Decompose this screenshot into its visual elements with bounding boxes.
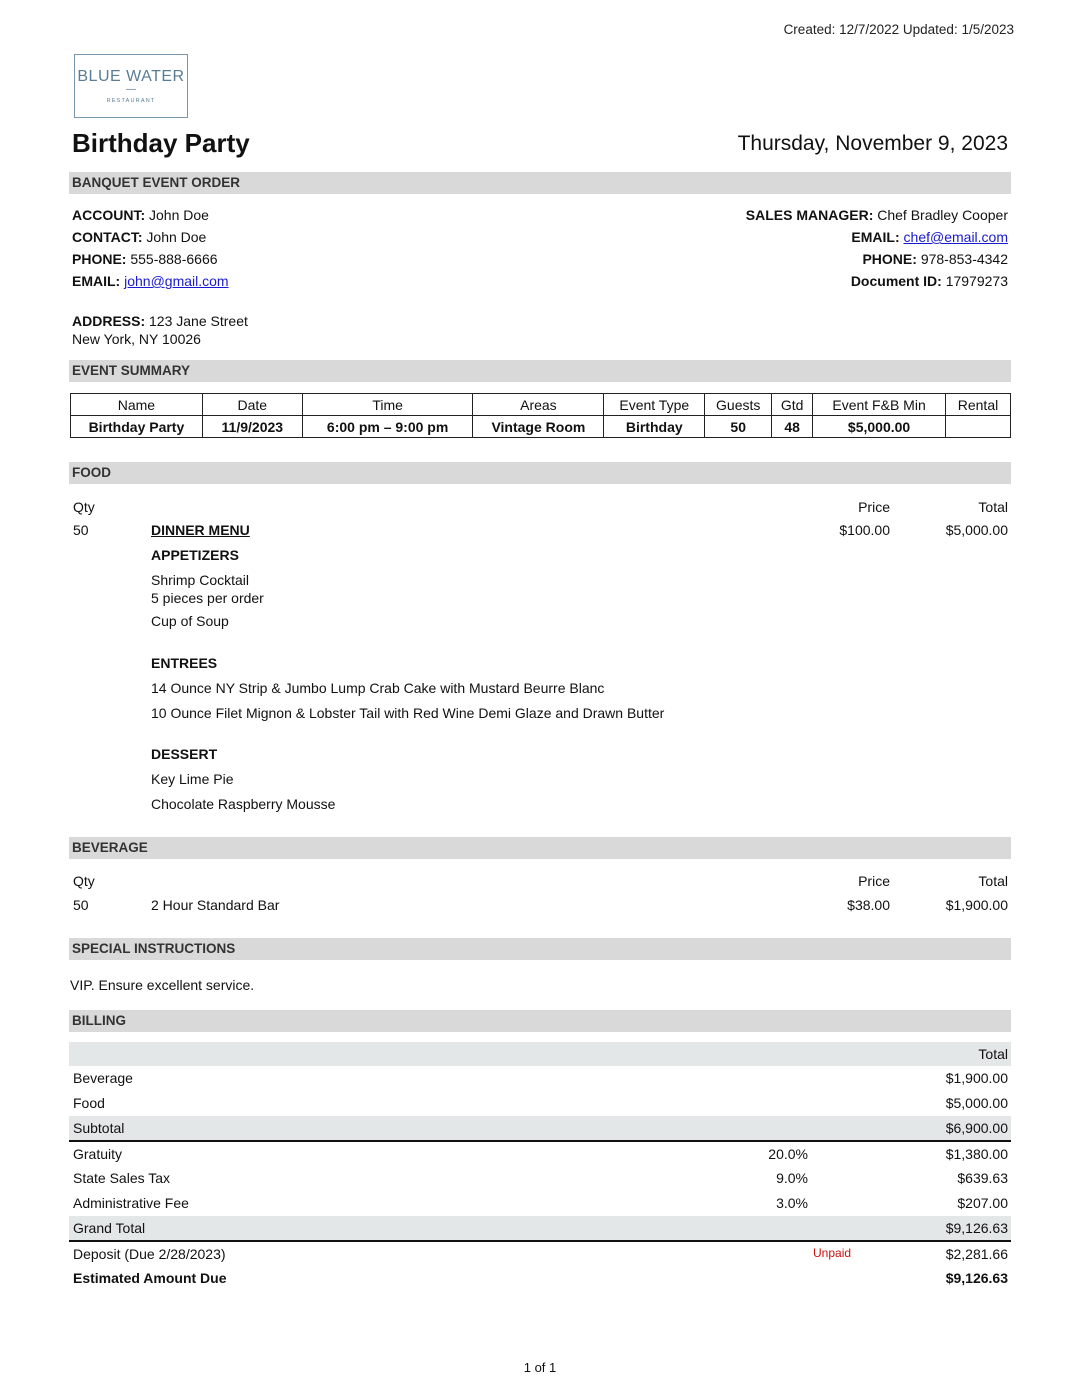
bev-item: 2 Hour Standard Bar xyxy=(151,897,280,913)
address-line2: New York, NY 10026 xyxy=(72,331,201,347)
bev-qty: 50 xyxy=(73,897,89,913)
client-email-link[interactable]: john@gmail.com xyxy=(124,273,229,289)
billing-admin-value: $207.00 xyxy=(957,1195,1008,1211)
billing-beverage-label: Beverage xyxy=(73,1070,133,1086)
section-special xyxy=(69,938,1011,960)
grand-total-row xyxy=(69,1216,1011,1240)
page-number: 1 of 1 xyxy=(523,1360,557,1375)
section-summary-title: EVENT SUMMARY xyxy=(72,363,191,378)
billing-admin-label: Administrative Fee xyxy=(73,1195,189,1211)
event-summary-table xyxy=(70,393,1011,438)
section-banquet-title: BANQUET EVENT ORDER xyxy=(72,175,241,190)
summary-cell: Vintage Room xyxy=(473,416,604,438)
menu-item: Shrimp Cocktail xyxy=(151,572,250,588)
summary-header: Areas xyxy=(473,394,604,416)
account-value: John Doe xyxy=(149,207,209,223)
appetizers-heading: APPETIZERS xyxy=(151,547,239,563)
summary-cell: Birthday xyxy=(604,416,705,438)
manager-line xyxy=(746,207,1008,223)
bev-total-header: Total xyxy=(978,873,1008,889)
billing-due-value: $9,126.63 xyxy=(945,1270,1008,1286)
summary-cell: 50 xyxy=(705,416,772,438)
billing-header-row xyxy=(69,1042,1011,1066)
event-title: Birthday Party xyxy=(72,128,250,158)
manager-label: SALES MANAGER: xyxy=(745,207,874,223)
bev-total: $1,900.00 xyxy=(945,897,1008,913)
event-date: Thursday, November 9, 2023 xyxy=(737,132,1008,155)
manager-email-line xyxy=(851,229,1008,245)
food-qty-header: Qty xyxy=(73,499,95,515)
document-id-value: 17979273 xyxy=(945,273,1008,289)
menu-item: Cup of Soup xyxy=(151,613,229,629)
phone-label: PHONE: xyxy=(72,251,127,267)
section-food xyxy=(69,462,1011,484)
menu-item-note: 5 pieces per order xyxy=(151,590,264,606)
food-total: $5,000.00 xyxy=(945,522,1008,538)
billing-tax-label: State Sales Tax xyxy=(73,1170,171,1186)
summary-value-row xyxy=(71,416,1011,438)
dessert-heading: DESSERT xyxy=(151,746,218,762)
grand-total-rule xyxy=(69,1240,1011,1242)
summary-cell: $5,000.00 xyxy=(813,416,946,438)
logo-name: BLUE WATER xyxy=(77,68,185,85)
section-billing-title: BILLING xyxy=(72,1013,126,1028)
account-label: ACCOUNT: xyxy=(72,207,146,223)
summary-header: Date xyxy=(202,394,302,416)
subtotal-row xyxy=(69,1116,1011,1140)
document-dates: Created: 12/7/2022 Updated: 1/5/2023 xyxy=(783,22,1014,37)
billing-gratuity-value: $1,380.00 xyxy=(945,1146,1008,1162)
section-food-title: FOOD xyxy=(72,465,111,480)
bev-price-header: Price xyxy=(858,873,890,889)
phone-value: 555-888-6666 xyxy=(130,251,218,267)
menu-item: Key Lime Pie xyxy=(151,771,234,787)
summary-cell: 6:00 pm – 9:00 pm xyxy=(302,416,473,438)
contact-value: John Doe xyxy=(146,229,207,245)
food-total-header: Total xyxy=(978,499,1008,515)
billing-tax-pct: 9.0% xyxy=(776,1170,808,1186)
summary-cell: 11/9/2023 xyxy=(202,416,302,438)
billing-admin-pct: 3.0% xyxy=(776,1195,808,1211)
deposit-status-badge: Unpaid xyxy=(813,1246,852,1260)
special-instructions-text: VIP. Ensure excellent service. xyxy=(70,977,255,993)
account-line xyxy=(72,207,209,223)
summary-cell: 48 xyxy=(772,416,813,438)
section-beverage xyxy=(69,837,1011,859)
manager-phone-label: PHONE: xyxy=(862,251,917,267)
summary-header: Event F&B Min xyxy=(813,394,946,416)
summary-header: Gtd xyxy=(772,394,813,416)
menu-item: 14 Ounce NY Strip & Jumbo Lump Crab Cake with Mustard Beurre Blanc xyxy=(151,680,605,696)
summary-cell: Birthday Party xyxy=(71,416,203,438)
billing-grand-value: $9,126.63 xyxy=(945,1220,1008,1236)
billing-total-header: Total xyxy=(978,1046,1008,1062)
food-price: $100.00 xyxy=(839,522,890,538)
manager-phone-value: 978-853-4342 xyxy=(920,251,1008,267)
entrees-heading: ENTREES xyxy=(151,655,218,671)
logo-sub: RESTAURANT xyxy=(106,98,156,104)
address-line1: 123 Jane Street xyxy=(149,313,248,329)
subtotal-rule xyxy=(69,1140,1011,1142)
manager-email-label: EMAIL: xyxy=(851,229,900,245)
billing-food-label: Food xyxy=(73,1095,105,1111)
section-special-title: SPECIAL INSTRUCTIONS xyxy=(72,941,236,956)
summary-cell xyxy=(945,416,1010,438)
billing-deposit-value: $2,281.66 xyxy=(945,1246,1008,1262)
section-beverage-title: BEVERAGE xyxy=(72,840,148,855)
contact-line xyxy=(72,229,206,245)
billing-due-label: Estimated Amount Due xyxy=(73,1270,227,1286)
dinner-menu-title: DINNER MENU xyxy=(151,522,250,538)
billing-grand-label: Grand Total xyxy=(73,1220,146,1236)
section-billing xyxy=(69,1010,1011,1032)
address-line xyxy=(72,313,248,329)
manager-value: Chef Bradley Cooper xyxy=(877,207,1008,223)
logo-dash: — xyxy=(126,84,136,95)
billing-subtotal-label: Subtotal xyxy=(73,1120,125,1136)
bev-qty-header: Qty xyxy=(73,873,95,889)
billing-subtotal-value: $6,900.00 xyxy=(945,1120,1008,1136)
billing-deposit-label: Deposit (Due 2/28/2023) xyxy=(73,1246,226,1262)
manager-email-link[interactable]: chef@email.com xyxy=(903,229,1008,245)
contact-label: CONTACT: xyxy=(72,229,143,245)
restaurant-logo xyxy=(74,54,188,118)
billing-gratuity-label: Gratuity xyxy=(73,1146,123,1162)
food-qty: 50 xyxy=(73,522,89,538)
bev-price: $38.00 xyxy=(847,897,890,913)
phone-line xyxy=(72,251,218,267)
summary-header: Name xyxy=(71,394,203,416)
manager-phone-line xyxy=(862,251,1008,267)
document-id-label: Document ID: xyxy=(850,273,942,289)
billing-gratuity-pct: 20.0% xyxy=(768,1146,808,1162)
summary-header-row xyxy=(71,394,1011,416)
summary-header: Event Type xyxy=(604,394,705,416)
summary-header: Rental xyxy=(945,394,1010,416)
document-id-line xyxy=(851,273,1008,289)
section-summary xyxy=(69,360,1011,382)
billing-beverage-value: $1,900.00 xyxy=(945,1070,1008,1086)
menu-item: Chocolate Raspberry Mousse xyxy=(151,796,336,812)
address-label: ADDRESS: xyxy=(72,313,146,329)
summary-header: Guests xyxy=(705,394,772,416)
billing-food-value: $5,000.00 xyxy=(945,1095,1008,1111)
email-line xyxy=(72,273,229,289)
billing-tax-value: $639.63 xyxy=(957,1170,1008,1186)
menu-item: 10 Ounce Filet Mignon & Lobster Tail with Red Wine Demi Glaze and Drawn Butter xyxy=(151,705,665,721)
section-banquet xyxy=(69,172,1011,194)
email-label: EMAIL: xyxy=(72,273,121,289)
food-price-header: Price xyxy=(858,499,890,515)
summary-header: Time xyxy=(302,394,473,416)
